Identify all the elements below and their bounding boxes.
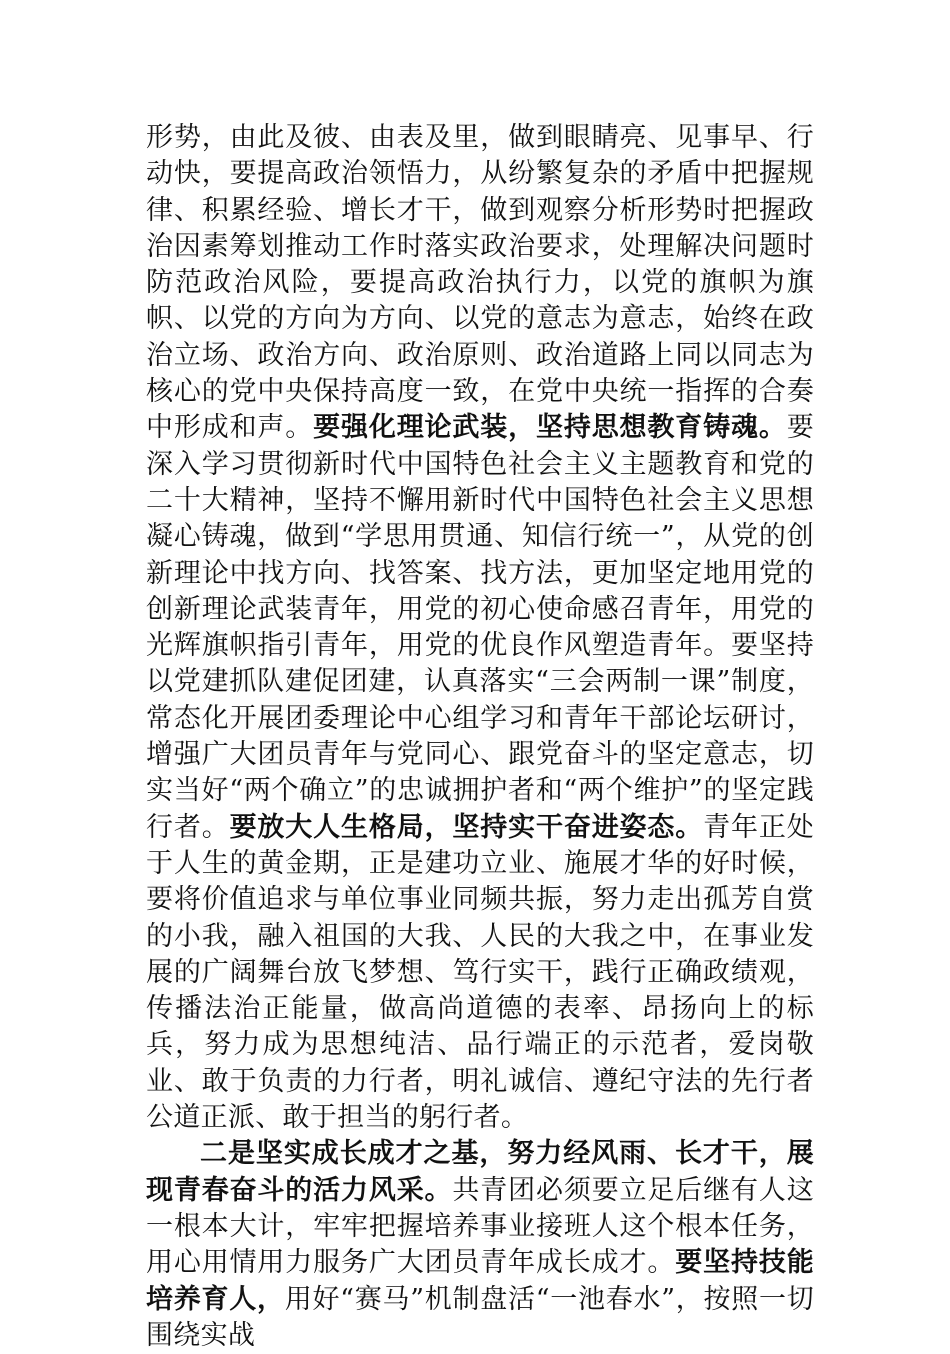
paragraph-1-heading-pattern: 要放大人生格局，坚持实干奋进姿态。 [229,811,704,843]
paragraph-1-heading-theory: 要强化理论武装，坚持思想教育铸魂。 [313,412,787,444]
paragraph-2-text-2: 用好“赛马”机制盘活“一池春水”，按照一切围绕实战 [146,1283,815,1351]
paragraph-2-text-1: 共青团必须要立足后继有人这一根本大计，牢牢把握培养事业接班人这个根本任务，用心用情用力服务广大团员青年成长成才。 [146,1174,814,1279]
paragraph-2-heading-skills: 要坚持技能培养育人， [146,1247,815,1315]
paragraph-2 [146,1136,814,1354]
paragraph-2-heading-growth: 二是坚实成长成才之基，努力经风雨、长才干，展现青春奋斗的活力风采。 [146,1138,814,1206]
paragraph-1 [146,120,814,1136]
document-page [146,120,814,1354]
paragraph-1-text-2: 要深入学习贯彻新时代中国特色社会主义主题教育和党的二十大精神，坚持不懈用新时代中国特色社会主义思想凝心铸魂，做到“学思用贯通、知信行统一”，从党的创新理论中找方向、找答案、找方法，更加坚定地用党的创新理论武装青年，用党的初心使命感召青年，用党的光辉旗帜指引青年，用党的优良作风塑造青年。要坚持以党建抓队建促团建，认真落实“三会两制一课”制度，常态化开展团委理论中心组学习和青年干部论坛研讨，增强广大团员青年与党同心、跟党奋斗的坚定意志，切实当好“两个确立”的忠诚拥护者和“两个维护”的坚定践行者。 [146,412,814,843]
paragraph-1-text-1: 形势，由此及彼、由表及里，做到眼睛亮、见事早、行动快，要提高政治领悟力，从纷繁复杂的矛盾中把握规律、积累经验、增长才干，做到观察分析形势时把握政治因素筹划推动工作时落实政治要求，处理解决问题时防范政治风险，要提高政治执行力，以党的旗帜为旗帜、以党的方向为方向、以党的意志为意志，始终在政治立场、政治方向、政治原则、政治道路上同以同志为核心的党中央保持高度一致，在党中央统一指挥的合奏中形成和声。 [146,122,814,444]
paragraph-1-text-3: 青年正处于人生的黄金期，正是建功立业、施展才华的好时候，要将价值追求与单位事业同频共振，努力走出孤芳自赏的小我，融入祖国的大我、人民的大我之中，在事业发展的广阔舞台放飞梦想、笃行实干，践行正确政绩观，传播法治正能量，做高尚道德的表率、昂扬向上的标兵，努力成为思想纯洁、品行端正的示范者，爱岗敬业、敢于负责的力行者，明礼诚信、遵纪守法的先行者公道正派、敢于担当的躬行者。 [146,811,814,1134]
